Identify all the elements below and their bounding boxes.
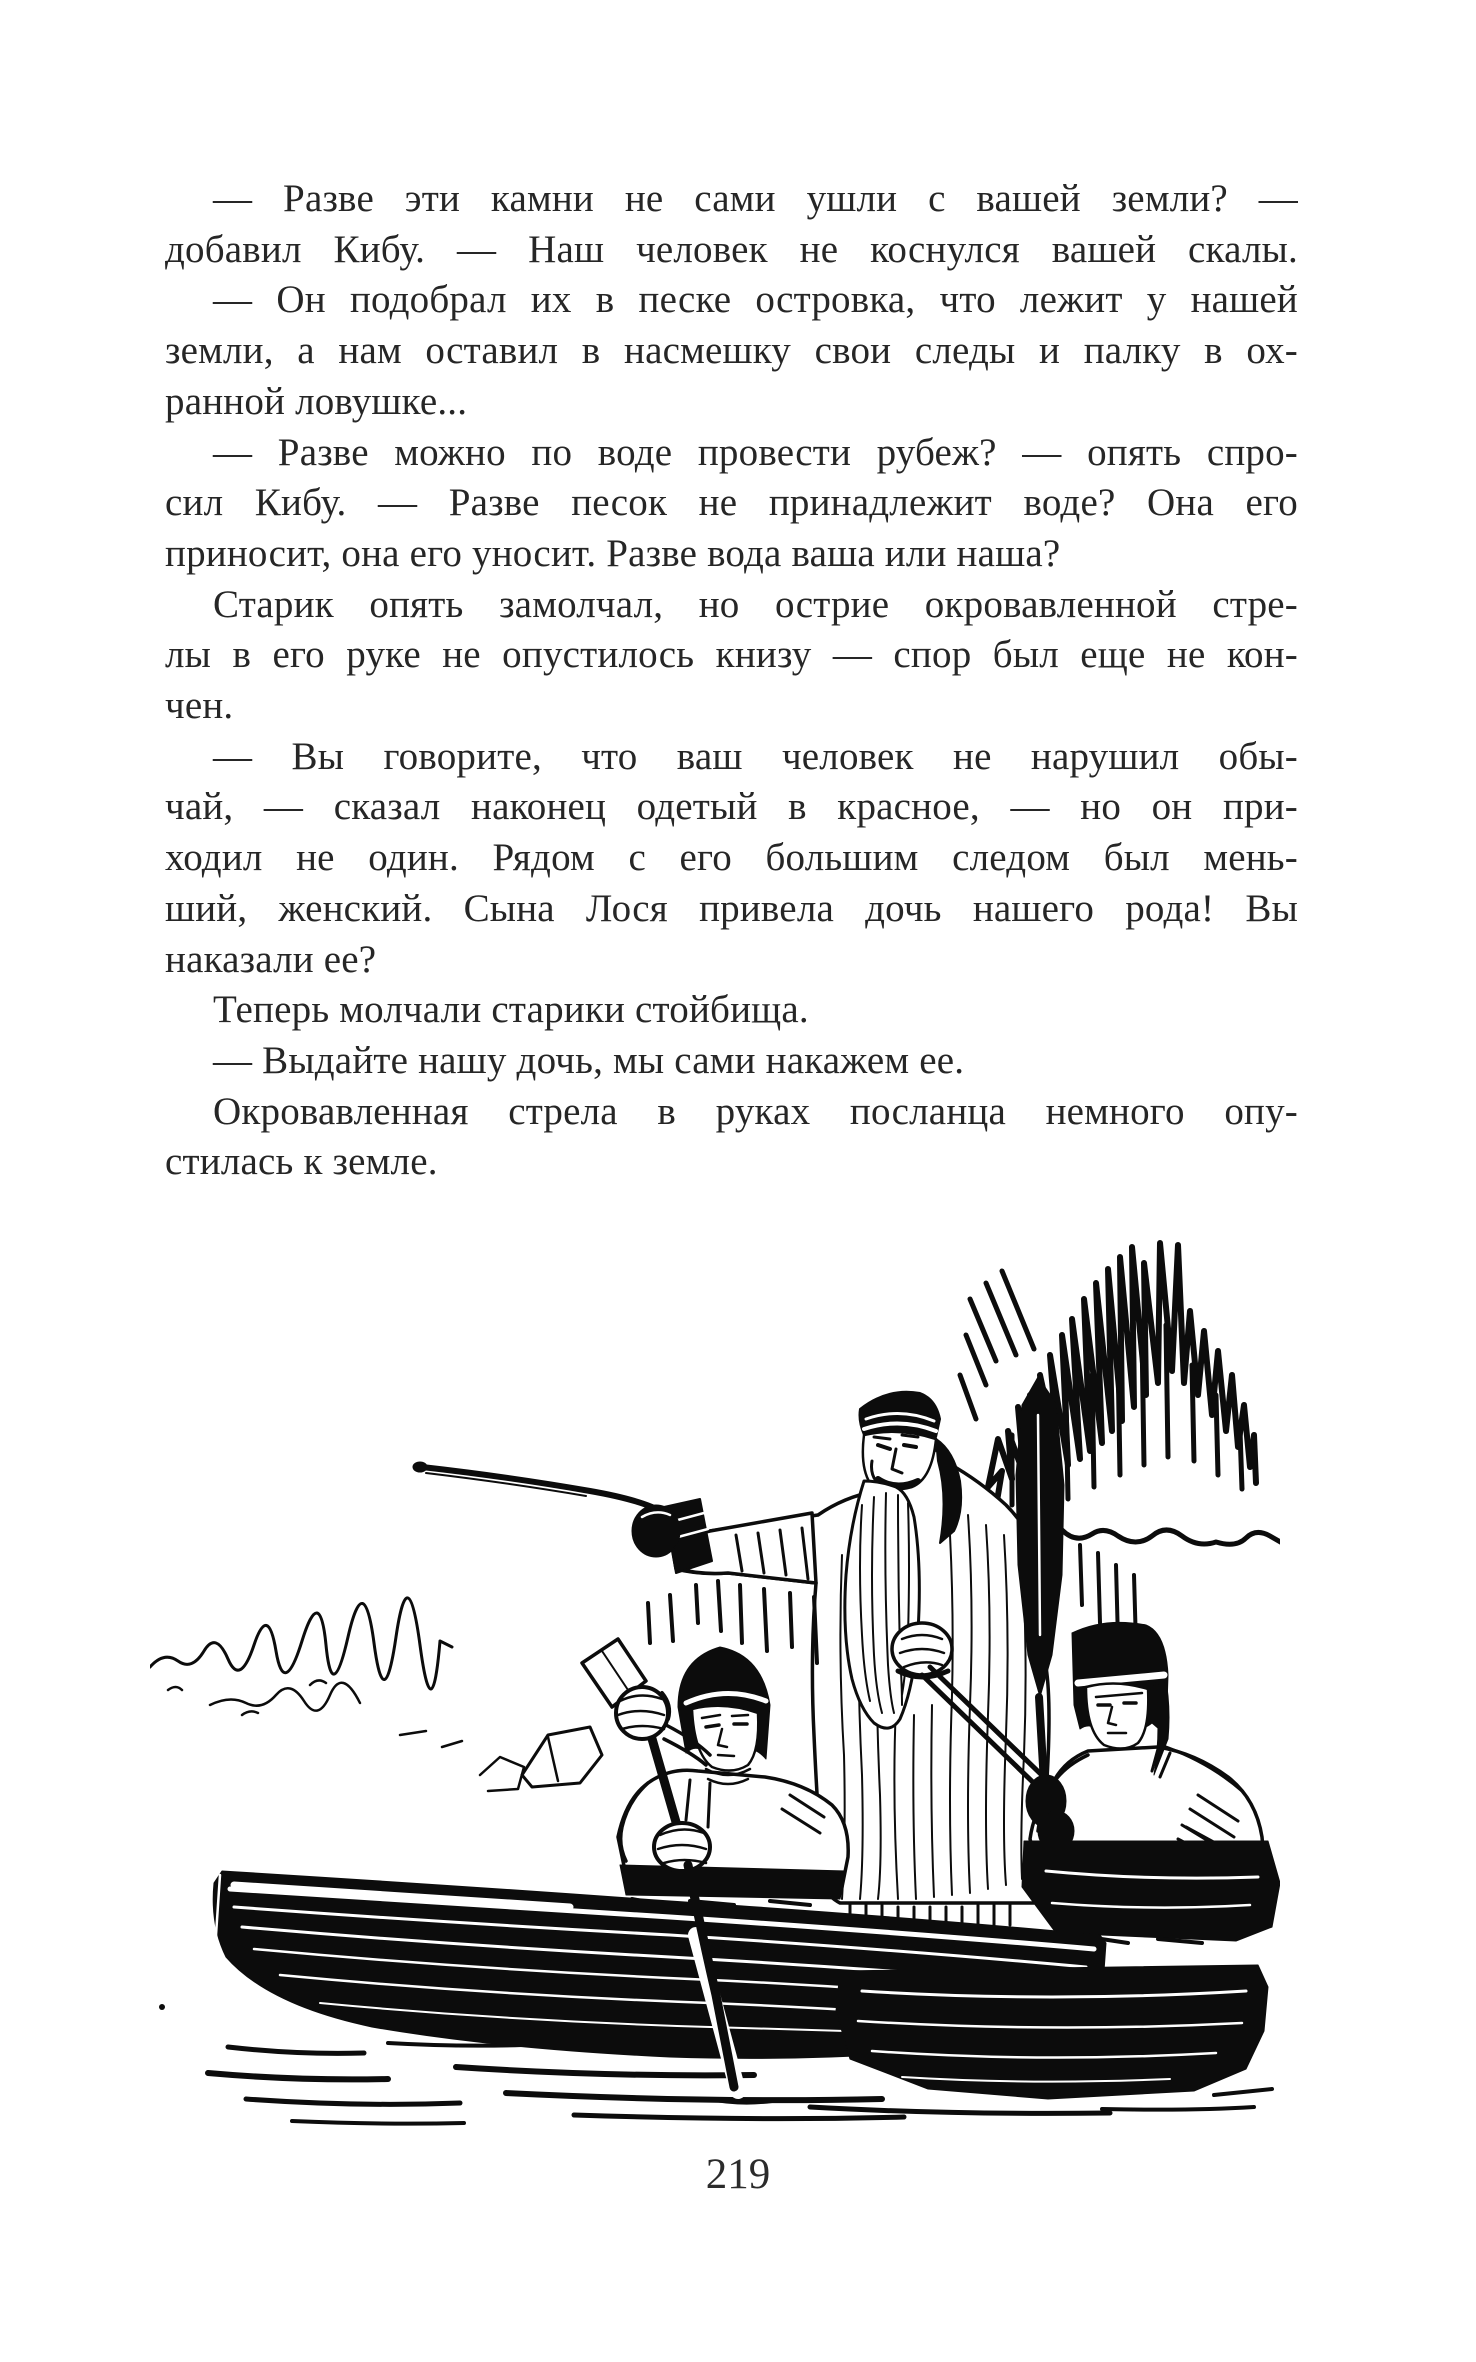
text-line: — Он подобрал их в песке островка, что лежит у нашей bbox=[213, 278, 1298, 322]
text-line: — Разве можно по воде провести рубеж? — опять спро- bbox=[213, 430, 1298, 474]
page-number: 219 bbox=[705, 2151, 771, 2198]
text-line: Окровавленная стрела в руках посланца немного опу- bbox=[213, 1089, 1298, 1133]
text-line: сил Кибу. — Разве песок не принадлежит воде? Она его bbox=[165, 481, 1298, 525]
text-line: — Вы говорите, что ваш человек не нарушил обы- bbox=[213, 734, 1298, 778]
text-line: Теперь молчали старики стойбища. bbox=[213, 988, 809, 1032]
text-line: приносит, она его уносит. Разве вода ваша или наша? bbox=[165, 531, 1061, 575]
text-line: ходил не один. Рядом с его большим следом был мень- bbox=[165, 836, 1298, 880]
text-line: наказали ее? bbox=[165, 937, 377, 981]
text-line: чен. bbox=[165, 684, 234, 728]
text-line: лы в его руке не опустилось книзу — спор был еще не кон- bbox=[165, 633, 1298, 677]
text-line: земли, а нам оставил в насмешку свои следы и палку в ох- bbox=[165, 329, 1298, 373]
text-line: ранной ловушке... bbox=[165, 379, 468, 423]
boat-illustration bbox=[150, 1235, 1280, 2135]
text-line: чай, — сказал наконец одетый в красное, — но он при- bbox=[165, 785, 1298, 829]
text-line: — Разве эти камни не сами ушли с вашей земли? — bbox=[213, 177, 1298, 220]
text-line: стилась к земле. bbox=[165, 1140, 438, 1184]
boat-illustration-svg bbox=[150, 1235, 1280, 2135]
hills-background bbox=[150, 1598, 602, 1791]
text-line: добавил Кибу. — Наш человек не коснулся вашей скалы. bbox=[165, 227, 1298, 271]
rower-right bbox=[1022, 1622, 1280, 1943]
rower-left bbox=[582, 1639, 848, 1905]
text-line: — Выдайте нашу дочь, мы сами накажем ее. bbox=[213, 1038, 965, 1082]
text-line: Старик опять замолчал, но острие окровавленной стре- bbox=[213, 582, 1298, 626]
text-line: ший, женский. Сына Лося привела дочь нашего рода! Вы bbox=[165, 886, 1298, 930]
page-text bbox=[165, 174, 1298, 1188]
